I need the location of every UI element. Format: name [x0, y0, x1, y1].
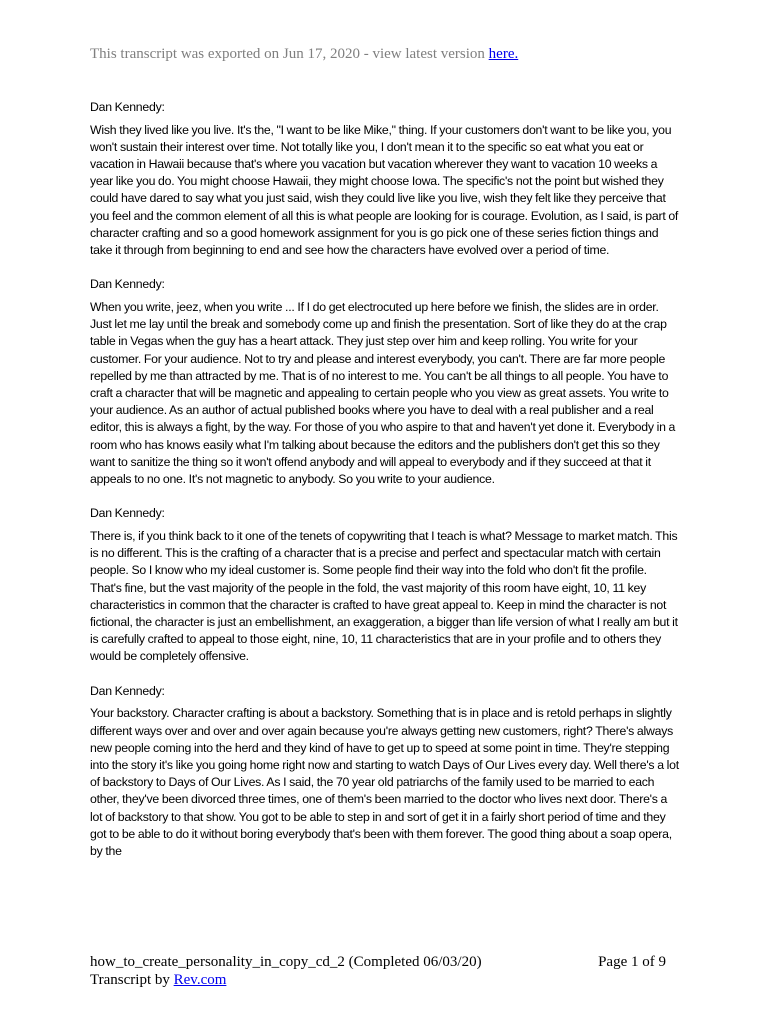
- speaker-name: Dan Kennedy:: [90, 683, 165, 698]
- transcript-block: [90, 276, 680, 488]
- speaker-text: Your backstory. Character crafting is about a backstory. Something that is in place and is retold perhaps in slightly different ways over and over and over again because you're always getting new customers, right? There's always new people coming into the herd and they kind of have to get up to speed at some point in time. They're stepping into the story it's like you going home right now and starting to watch Days of Our Lives every day. Well there's a lot of backstory to Days of Our Lives. As I said, the 70 year old patriarchs of the family used to be married to each other, they've been divorced three times, one of them's been married to the doctor who lives next door. There's a lot of backstory to that show. You got to be able to step in and sort of get it in a fairly short period of time and they got to be able to do it without boring everybody that's been with them forever. The good thing about a soap opera, by the: [90, 706, 679, 859]
- rev-link[interactable]: Rev.com: [173, 972, 227, 988]
- transcript-by-label: Transcript by: [90, 972, 174, 988]
- speaker-text: When you write, jeez, when you write ... If I do get electrocuted up here before we finish, the slides are in order. Just let me lay until the break and somebody come up and finish the presentation. Sort of like they do at the crap table in Vegas when the guy has a heart attack. They just step over him and keep rolling. You write for your customer. For your audience. Not to try and please and interest everybody, you can't. There are far more people repelled by me than attracted by me. That is of no interest to me. You can't be all things to all people. You have to craft a character that will be magnetic and appealing to certain people who you view as great assets. You write to your audience. As an author of actual published books where you have to deal with a real publisher and a real editor, this is always a fight, by the way. For those of you who aspire to that and haven't yet done it. Everybody in a room who has knows easily what I'm talking about because the editors and the publishers don't get this so they want to sanitize the thing so it won't offend anybody and will appeal to everybody and if they succeed at that it appeals to no one. It's not magnetic to anybody. So you write to your audience.: [90, 300, 676, 487]
- speaker-name: Dan Kennedy:: [90, 506, 165, 521]
- transcript-block: [90, 505, 680, 665]
- page-footer: [90, 953, 666, 989]
- speaker-name: Dan Kennedy:: [90, 100, 165, 114]
- transcript-body: [90, 99, 680, 877]
- export-notice-text: This transcript was exported on Jun 17, 2020 - view latest version: [90, 46, 489, 62]
- transcript-block: [90, 683, 680, 860]
- footer-row: [90, 953, 666, 971]
- speaker-name: Dan Kennedy:: [90, 277, 165, 292]
- transcript-block: [90, 99, 680, 259]
- export-notice: [90, 46, 518, 63]
- speaker-text: Wish they lived like you live. It's the, "I want to be like Mike," thing. If your customers don't want to be like you, you won't sustain their interest over time. Not totally like you, I don't mean it to the specific so eat what you eat or vacation in Hawaii because that's where you vacation but vacation wherever they want to vacation 10 weeks a year like you do. You might choose Hawaii, they might choose Iowa. The specific's not the point but wished they could have dared to say what you just said, wish they could live like you live, wish they felt like they perceive that you feel and the common element of all this is what people are looking for is courage. Evolution, as I said, is part of character crafting and so a good homework assignment for you is go pick one of these series fiction things and take it through from beginning to end and see how the characters have evolved over a period of time.: [90, 122, 679, 258]
- latest-version-link[interactable]: here.: [488, 46, 519, 62]
- footer-credit: [90, 971, 666, 989]
- page-number: Page 1 of 9: [598, 954, 666, 970]
- speaker-text: There is, if you think back to it one of the tenets of copywriting that I teach is what? Message to market match. This is no different. This is the crafting of a character that is a precise and perfect and spectacular match with certain people. So I know who my ideal customer is. Some people find their way into the fold who don't fit the profile. That's fine, but the vast majority of the people in the fold, the vast majority of this room have eight, 10, 11 key characteristics in common that the character is crafted to have great appeal to. Keep in mind the character is not fictional, the character is just an embellishment, an exaggeration, a bigger than life version of what I really am but it is carefully crafted to appeal to those eight, nine, 10, 11 characteristics that are in your profile and to others they would be completely offensive.: [90, 529, 678, 664]
- footer-filename: how_to_create_personality_in_copy_cd_2 (Completed 06/03/20): [90, 954, 482, 970]
